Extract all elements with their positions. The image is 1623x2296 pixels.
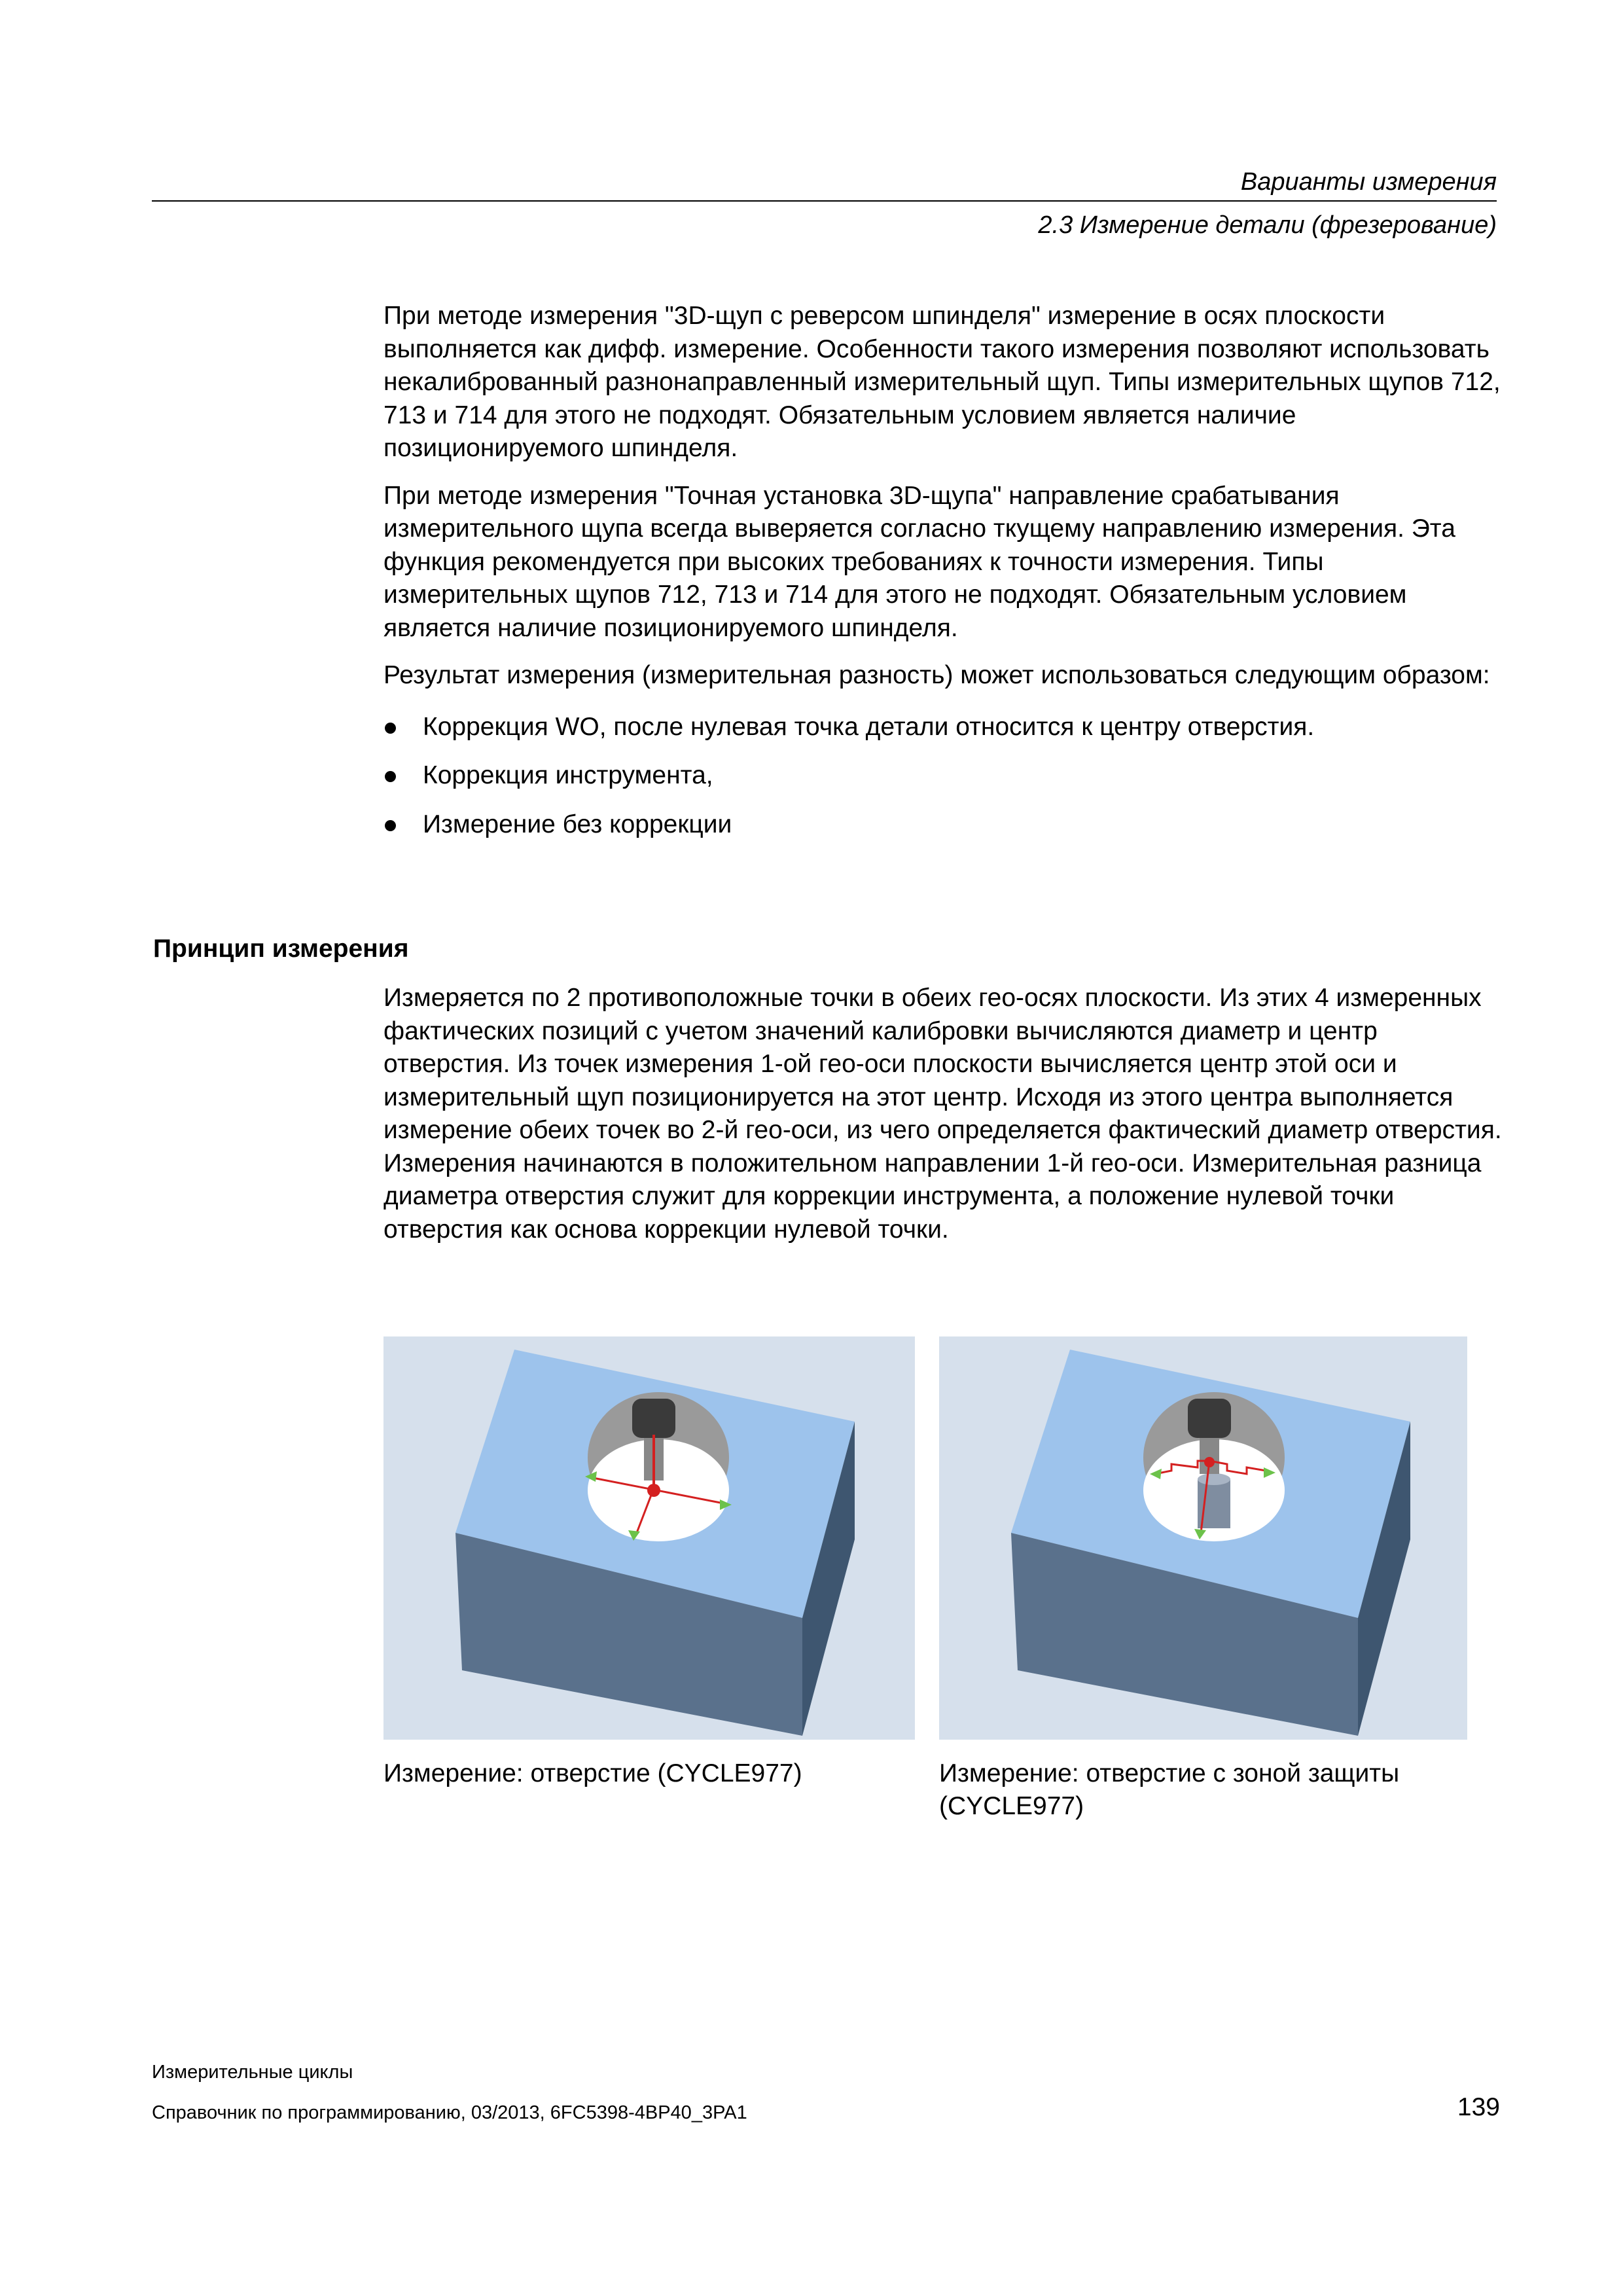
chapter-title: Варианты измерения — [1240, 168, 1497, 196]
bullet-item: Коррекция инструмента, — [383, 759, 1509, 793]
figure-hole-measurement — [383, 1336, 915, 1740]
section-heading: Принцип измерения — [153, 935, 409, 963]
figure-caption-2: Измерение: отверстие с зоной защиты (CYCLE977) — [939, 1759, 1400, 1820]
paragraph-2: При методе измерения "Точная установка 3D-щупа" направление срабатывания измерительного щупа всегда выверяется согласно ткущему направлению измерения. Эта функция рекомендуется при высоких требованиях к точности измерения. Типы измерительных щупов 712, 713 и 714 для этого не подходят. Обязательным условием является наличие позиционируемого шпинделя. — [383, 481, 1455, 642]
header-rule — [152, 200, 1497, 202]
probe-ball — [1204, 1457, 1215, 1467]
footer-publication: Справочник по программированию, 03/2013, 6FC5398-4BP40_3PA1 — [152, 2102, 747, 2123]
bullet-item: Измерение без коррекции — [383, 808, 1509, 842]
section-title-header: 2.3 Измерение детали (фрезерование) — [1038, 211, 1497, 239]
paragraph-1: При методе измерения "3D-щуп с реверсом шпинделя" измерение в осях плоскости выполняется как дифф. измерение. Особенности такого измерения позволяют использовать некалиброванный разнонаправленный измерительный щуп. Типы измерительных щупов 712, 713 и 714 для этого не подходят. Обязательным условием является наличие позиционируемого шпинделя. — [383, 302, 1501, 462]
figure-caption-1: Измерение: отверстие (CYCLE977) — [383, 1759, 802, 1787]
footer-reference — [152, 2093, 1500, 2124]
probe-body — [1188, 1399, 1231, 1438]
bullet-item: Коррекция WO, после нулевая точка детали относится к центру отверстия. — [383, 711, 1509, 744]
figure-hole-protection-zone — [939, 1336, 1467, 1740]
paragraph-3: Результат измерения (измерительная разность) может использоваться следующим образом: — [383, 661, 1490, 689]
hole-measurement-illustration — [383, 1336, 915, 1740]
bullet-list — [383, 711, 1509, 842]
hole-protection-zone-illustration — [939, 1336, 1467, 1740]
page-number: 139 — [1457, 2093, 1500, 2121]
body-text — [383, 300, 1509, 857]
probe-body — [632, 1399, 675, 1438]
section-paragraph: Измеряется по 2 противоположные точки в обеих гео-осях плоскости. Из этих 4 измеренных фактических позиций с учетом значений калибровки вычисляются диаметр и центр отверстия. Из точек измерения 1-ой гео-оси плоскости вычисляется центр этой оси и измерительный щуп позиционируется на этот центр. Исходя из этого центра выполняется измерение обеих точек во 2-й гео-оси, из чего определяется фактический диаметр отверстия. Измерения начинаются в положительном направлении 1-й гео-оси. Измерительная разница диаметра отверстия служит для коррекции инструмента, а положение нулевой точки отверстия как основа коррекции нулевой точки. — [383, 984, 1502, 1244]
probe-ball — [647, 1484, 660, 1497]
running-header — [152, 165, 1497, 242]
section-body — [383, 982, 1509, 1246]
footer-title: Измерительные циклы — [152, 2062, 353, 2083]
